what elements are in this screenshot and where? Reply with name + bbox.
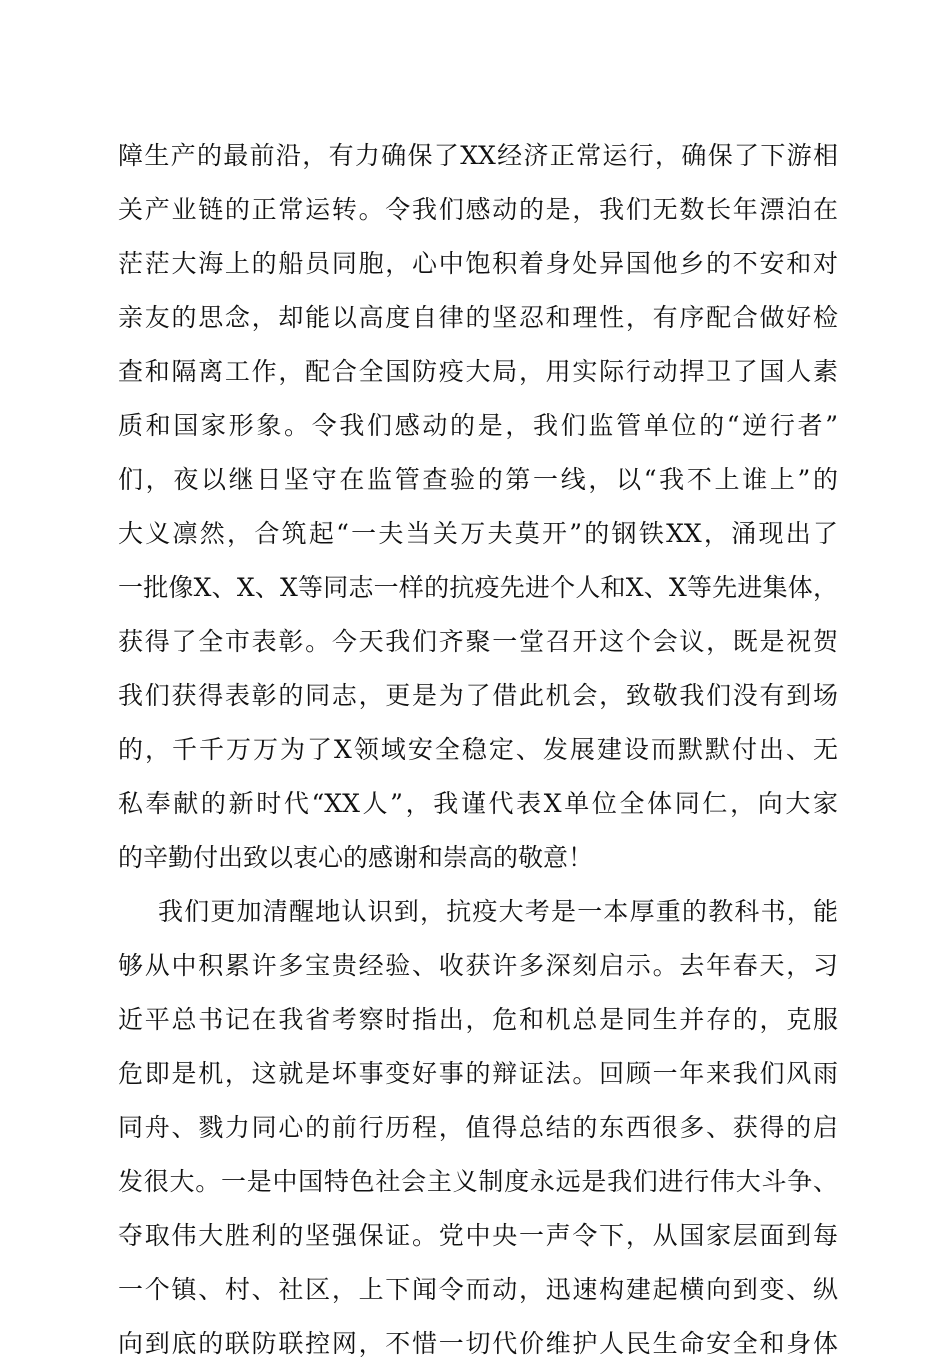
text-line: 我们获得表彰的同志，更是为了借此机会，致敬我们没有到场 — [118, 681, 838, 710]
text-line: 够从中积累许多宝贵经验、收获许多深刻启示。去年春天，习 — [118, 951, 838, 980]
text-line: 我们更加清醒地认识到，抗疫大考是一本厚重的教科书，能 — [158, 897, 838, 926]
text-line: 危即是机，这就是坏事变好事的辩证法。回顾一年来我们风雨 — [118, 1059, 838, 1088]
text-line: 获得了全市表彰。今天我们齐聚一堂召开这个会议，既是祝贺 — [118, 627, 838, 656]
text-line: 障生产的最前沿，有力确保了XX经济正常运行，确保了下游相 — [118, 141, 838, 170]
paragraph-1 — [118, 129, 838, 885]
text-line: 们，夜以继日坚守在监管查验的第一线，以“我不上谁上”的 — [118, 465, 838, 494]
body-text — [118, 129, 838, 1371]
text-line: 一批像X、X、X等同志一样的抗疫先进个人和X、X等先进集体， — [118, 573, 838, 602]
text-line: 同舟、戮力同心的前行历程，值得总结的东西很多、获得的启 — [118, 1113, 838, 1142]
text-line: 亲友的思念，却能以高度自律的坚忍和理性，有序配合做好检 — [118, 303, 838, 332]
paragraph-2 — [118, 885, 838, 1371]
text-line: 大义凛然，合筑起“一夫当关万夫莫开”的钢铁XX，涌现出了 — [118, 519, 838, 548]
text-line: 夺取伟大胜利的坚强保证。党中央一声令下，从国家层面到每 — [118, 1221, 838, 1250]
text-line: 关产业链的正常运转。令我们感动的是，我们无数长年漂泊在 — [118, 195, 838, 224]
text-line: 近平总书记在我省考察时指出，危和机总是同生并存的，克服 — [118, 1005, 838, 1034]
text-line: 一个镇、村、社区，上下闻令而动，迅速构建起横向到变、纵 — [118, 1275, 838, 1304]
text-line: 查和隔离工作，配合全国防疫大局，用实际行动捍卫了国人素 — [118, 357, 838, 386]
text-line: 私奉献的新时代“XX人”，我谨代表X单位全体同仁，向大家 — [118, 789, 838, 818]
text-line: 质和国家形象。令我们感动的是，我们监管单位的“逆行者” — [118, 411, 838, 440]
text-line: 向到底的联防联控网，不惜一切代价维护人民生命安全和身体 — [118, 1329, 838, 1358]
text-line: 的辛勤付出致以衷心的感谢和崇高的敬意！ — [118, 843, 594, 872]
text-line: 的，千千万万为了X领域安全稳定、发展建设而默默付出、无 — [118, 735, 838, 764]
text-line: 发很大。一是中国特色社会主义制度永远是我们进行伟大斗争、 — [118, 1167, 838, 1196]
text-line: 茫茫大海上的船员同胞，心中饱积着身处异国他乡的不安和对 — [118, 249, 838, 278]
